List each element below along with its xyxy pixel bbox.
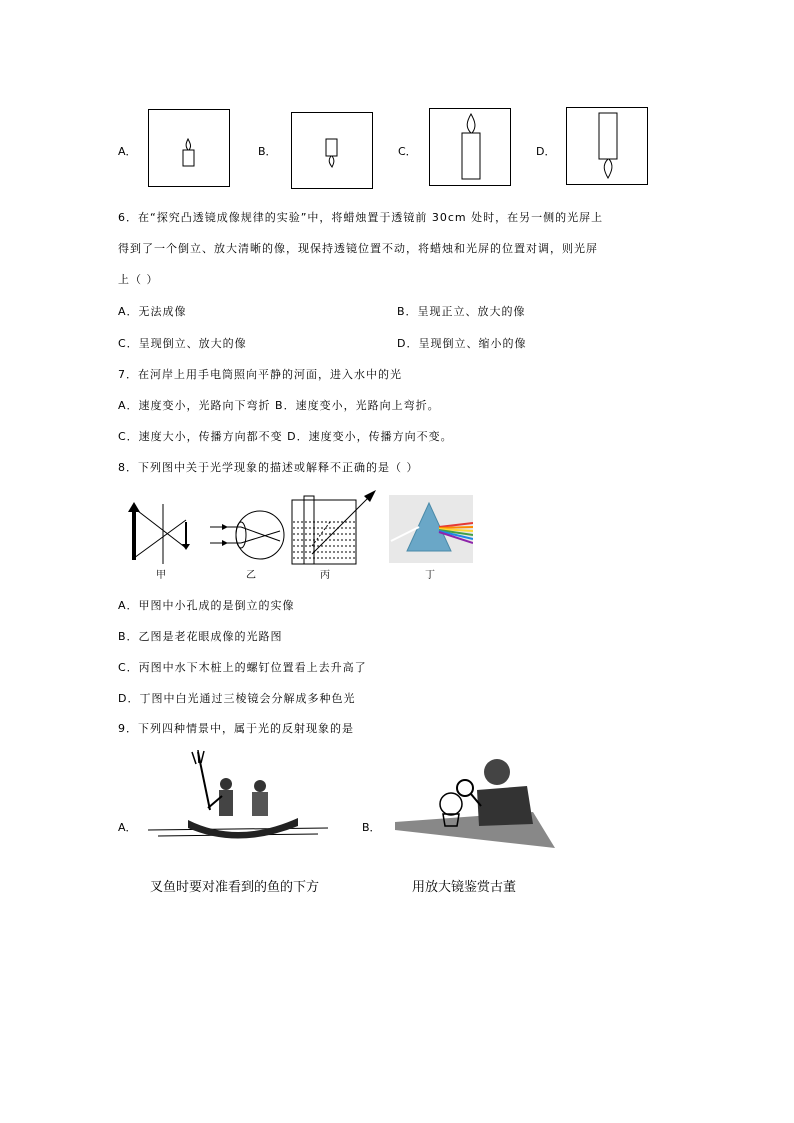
q9-option-a-caption: 叉鱼时要对准看到的鱼的下方 <box>150 879 320 894</box>
q5-option-c-letter: C． <box>398 145 417 158</box>
prism-diagram <box>389 495 473 563</box>
candle-image-c <box>430 109 510 185</box>
candle-image-b <box>292 113 372 188</box>
q6-stem-line-1: 6．在“探究凸透镜成像规律的实验”中，将蜡烛置于透镜前 30cm 处时，在另一侧的光屏上 <box>118 211 604 224</box>
q7-stem: 7．在河岸上用手电筒照向平静的河面，进入水中的光 <box>118 368 402 381</box>
q8-option-d[interactable]: D．丁图中白光通过三棱镜会分解成多种色光 <box>118 692 356 705</box>
caption-jia: 甲 <box>156 570 166 581</box>
magnifier-antique-image[interactable] <box>393 752 558 852</box>
caption-yi: 乙 <box>246 570 256 581</box>
q8-stem: 8．下列图中关于光学现象的描述或解释不正确的是（ ） <box>118 461 419 474</box>
q9-stem: 9．下列四种情景中，属于光的反射现象的是 <box>118 722 354 735</box>
q9-option-b-letter: B． <box>362 821 381 834</box>
q5-option-b-letter: B． <box>258 145 277 158</box>
candle-image-a <box>149 110 229 186</box>
q5-option-d-letter: D． <box>536 145 556 158</box>
q6-option-b[interactable]: B．呈现正立、放大的像 <box>397 305 526 318</box>
q5-option-a-image[interactable] <box>148 109 230 187</box>
q6-option-c[interactable]: C．呈现倒立、放大的像 <box>118 337 247 350</box>
q5-option-a-letter: A． <box>118 145 137 158</box>
q6-option-d[interactable]: D．呈现倒立、缩小的像 <box>397 337 527 350</box>
q5-option-b-image[interactable] <box>291 112 373 189</box>
q8-option-a[interactable]: A．甲图中小孔成的是倒立的实像 <box>118 599 295 612</box>
q6-stem-line-2: 得到了一个倒立、放大清晰的像，现保持透镜位置不动，将蜡烛和光屏的位置对调，则光屏 <box>118 242 598 255</box>
q9-option-a-letter: A． <box>118 821 137 834</box>
q8-option-c[interactable]: C．丙图中水下木桩上的螺钉位置看上去升高了 <box>118 661 367 674</box>
q6-option-a[interactable]: A．无法成像 <box>118 305 187 318</box>
q6-stem-line-3: 上（ ） <box>118 273 159 286</box>
caption-ding: 丁 <box>425 570 435 581</box>
q7-options-ab[interactable]: A．速度变小，光路向下弯折 B．速度变小，光路向上弯折。 <box>118 399 440 412</box>
eye-diagram <box>208 505 290 565</box>
q5-option-c-image[interactable] <box>429 108 511 186</box>
q9-option-b-caption: 用放大镜鉴赏古董 <box>412 879 517 894</box>
candle-image-d <box>567 108 647 184</box>
fishing-boat-image[interactable] <box>148 750 328 855</box>
caption-bing: 丙 <box>320 570 330 581</box>
q8-option-b[interactable]: B．乙图是老花眼成像的光路图 <box>118 630 283 643</box>
q7-options-cd[interactable]: C．速度大小，传播方向都不变 D．速度变小，传播方向不变。 <box>118 430 453 443</box>
pinhole-diagram <box>118 500 208 568</box>
water-stake-diagram <box>290 488 380 568</box>
q5-option-d-image[interactable] <box>566 107 648 185</box>
